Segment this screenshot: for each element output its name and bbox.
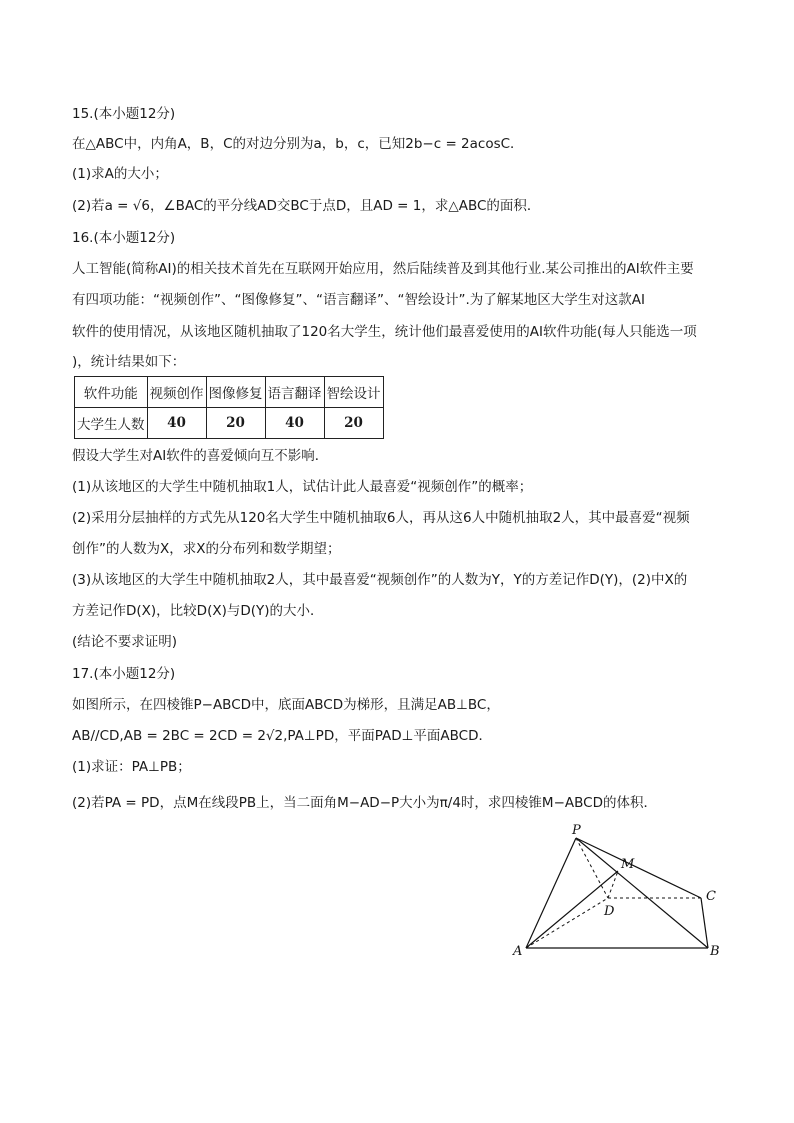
q17-header: 17.(本小题12分) — [72, 666, 176, 682]
table-header-cell: 图像修复 — [206, 377, 265, 408]
q16-stem-line1: 人工智能(简称AI)的相关技术首先在互联网开始应用，然后陆续普及到其他行业.某公司推出的AI软件主要 — [72, 261, 694, 277]
q15-part2: (2)若a = √6，∠BAC的平分线AD交BC于点D，且AD = 1，求△ABC的面积． — [72, 198, 541, 214]
q16-stem-line2: 有四项功能：“视频创作”、“图像修复”、“语言翻译”、“智绘设计”.为了解某地区大学生对这款AI — [72, 292, 645, 308]
pyramid-figure — [500, 818, 740, 963]
q17-stem-line2: AB//CD,AB = 2BC = 2CD = 2√2,PA⊥PD，平面PAD⊥平面ABCD． — [72, 728, 492, 744]
q15-stem: 在△ABC中，内角A，B，C的对边分别为a，b，c，已知2b−c = 2acosC． — [72, 136, 524, 152]
q17-part1: (1)求证：PA⊥PB； — [72, 759, 191, 775]
label-A: A — [513, 944, 523, 959]
edge-AD — [526, 898, 608, 948]
q16-part2-line2: 创作”的人数为X，求X的分布列和数学期望； — [72, 541, 341, 557]
table-header-cell: 智绘设计 — [324, 377, 383, 408]
q16-part3-line2: 方差记作D(X)，比较D(X)与D(Y)的大小． — [72, 603, 324, 619]
label-P: P — [572, 823, 581, 838]
table-cell: 20 — [324, 408, 383, 439]
edge-BC — [701, 898, 708, 948]
table-cell: 40 — [265, 408, 324, 439]
table-header-cell: 软件功能 — [75, 377, 148, 408]
q16-stem-line4: )，统计结果如下： — [72, 354, 186, 370]
label-B: B — [710, 944, 720, 959]
table-cell: 20 — [206, 408, 265, 439]
q16-part3-line1: (3)从该地区的大学生中随机抽取2人，其中最喜爱“视频创作”的人数为Y，Y的方差记作D(Y)，(2)中X的 — [72, 572, 688, 588]
table-row — [75, 408, 384, 439]
table-header-cell: 视频创作 — [147, 377, 206, 408]
edge-PD — [576, 838, 608, 898]
label-C: C — [706, 889, 716, 904]
q17-part2: (2)若PA = PD，点M在线段PB上，当二面角M−AD−P大小为π/4时，求四棱锥M−ABCD的体积． — [72, 795, 657, 811]
q16-assumption: 假设大学生对AI软件的喜爱倾向互不影响． — [72, 448, 329, 464]
edge-PB — [576, 838, 708, 948]
label-M: M — [621, 857, 635, 872]
table-cell: 40 — [147, 408, 206, 439]
q15-part1: (1)求A的大小； — [72, 166, 168, 182]
q15-header: 15.(本小题12分) — [72, 106, 176, 122]
table-row-label: 大学生人数 — [75, 408, 148, 439]
q16-stats-table — [74, 376, 384, 439]
table-header-cell: 语言翻译 — [265, 377, 324, 408]
q16-stem-line3: 软件的使用情况，从该地区随机抽取了120名大学生，统计他们最喜爱使用的AI软件功能(每人只能选一项 — [72, 324, 697, 340]
q16-header: 16.(本小题12分) — [72, 230, 176, 246]
q16-note: (结论不要求证明) — [72, 634, 178, 650]
edge-PA — [526, 838, 576, 948]
label-D: D — [604, 904, 615, 919]
q17-stem-line1: 如图所示，在四棱锥P−ABCD中，底面ABCD为梯形，且满足AB⊥BC， — [72, 697, 500, 713]
table-header-row — [75, 377, 384, 408]
edge-PC — [576, 838, 701, 898]
q16-part2-line1: (2)采用分层抽样的方式先从120名大学生中随机抽取6人，再从这6人中随机抽取2人，其中最喜爱“视频 — [72, 510, 690, 526]
q16-part1: (1)从该地区的大学生中随机抽取1人，试估计此人最喜爱“视频创作”的概率； — [72, 479, 533, 495]
